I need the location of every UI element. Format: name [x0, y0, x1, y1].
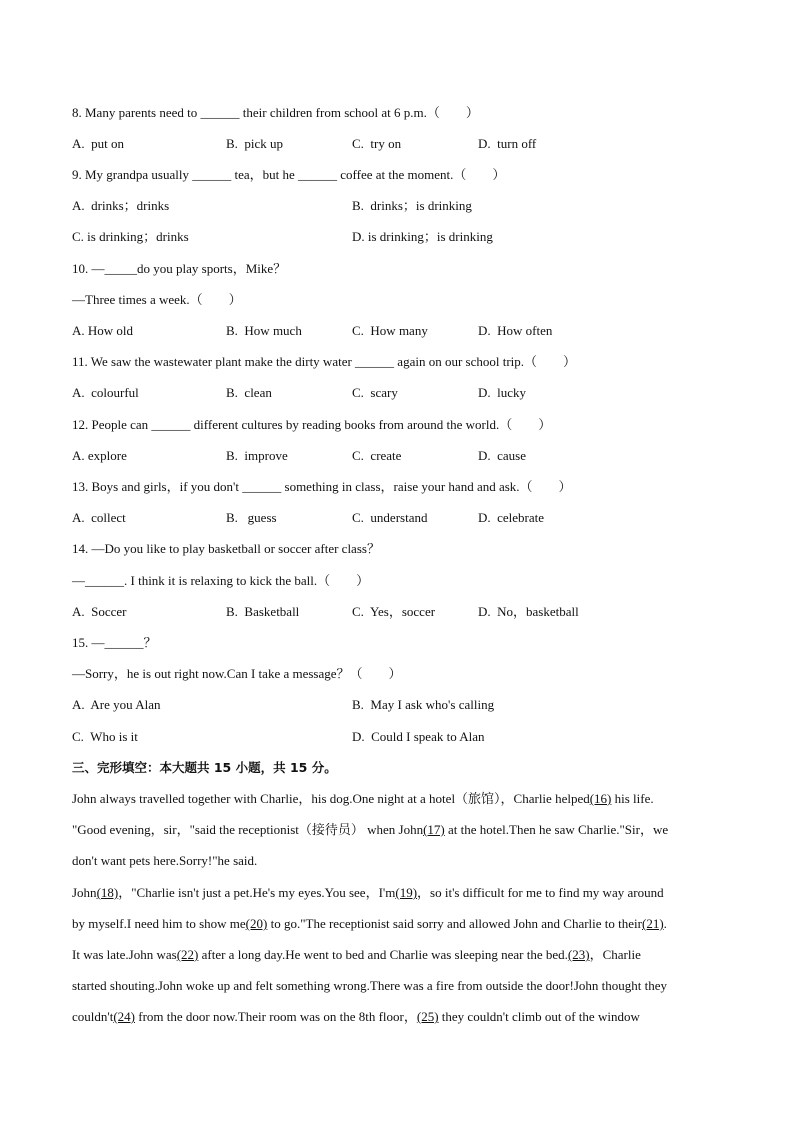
passage-text: his life. — [611, 791, 654, 806]
q11-option-a: A. colourful — [72, 385, 139, 400]
question-15-stem: 15. —______？ — [72, 635, 157, 650]
blank-17: (17) — [423, 822, 445, 837]
q10-option-c: C. How many — [352, 323, 428, 338]
passage-text: ，Charlie — [589, 947, 641, 962]
q10-option-d: D. How often — [478, 323, 553, 338]
passage-text: after a long day.He went to bed and Charlie was sleeping near the bed. — [198, 947, 568, 962]
q11-option-c: C. scary — [352, 385, 398, 400]
blank-24: (24) — [113, 1009, 136, 1024]
passage-line-6 — [72, 947, 641, 963]
q8-option-a: A. put on — [72, 136, 124, 151]
q12-option-a: A. explore — [72, 448, 127, 463]
passage-line-1 — [72, 791, 654, 807]
q13-option-b: B. guess — [226, 510, 277, 525]
q8-option-d: D. turn off — [478, 136, 537, 151]
passage-line-3: don't want pets here.Sorry!"he said. — [72, 853, 258, 868]
passage-text: John always travelled together with Charlie，his dog.One night at a hotel（旅馆），Charlie helped — [72, 791, 590, 806]
q12-option-b: B. improve — [226, 448, 288, 463]
q8-option-b: B. pick up — [226, 136, 284, 151]
blank-20: (20) — [245, 916, 268, 931]
q11-option-b: B. clean — [226, 385, 272, 400]
blank-22: (22) — [176, 947, 199, 962]
q12-option-d: D. cause — [478, 448, 527, 463]
passage-text: . — [663, 916, 667, 931]
q13-option-a: A. collect — [72, 510, 126, 525]
blank-21: (21) — [641, 916, 664, 931]
question-15-reply: —Sorry，he is out right now.Can I take a message？（ ） — [72, 666, 402, 681]
q10-option-b: B. How much — [226, 323, 302, 338]
q15-option-b: B. May I ask who's calling — [352, 697, 495, 712]
passage-text: "Good evening，sir，"said the receptionist（接待员） when John — [72, 822, 424, 837]
q12-option-c: C. create — [352, 448, 402, 463]
blank-16: (16) — [589, 791, 612, 806]
question-12-stem: 12. People can ______ different cultures by reading books from around the world.（ ） — [72, 417, 552, 432]
q9-option-a: A. drinks；drinks — [72, 198, 170, 213]
passage-text: to go."The receptionist said sorry and allowed John and Charlie to their — [267, 916, 642, 931]
question-14-reply: —______. I think it is relaxing to kick the ball.（ ） — [72, 573, 370, 588]
q9-option-c: C. is drinking；drinks — [72, 229, 189, 244]
passage-text: they couldn't climb out of the window — [438, 1009, 640, 1024]
blank-25: (25) — [416, 1009, 439, 1024]
question-10-reply: —Three times a week.（ ） — [72, 292, 242, 307]
q14-option-a: A. Soccer — [72, 604, 127, 619]
question-14-stem: 14. —Do you like to play basketball or soccer after class？ — [72, 541, 380, 556]
blank-19: (19) — [395, 885, 418, 900]
passage-text: ，so it's difficult for me to find my way around — [417, 885, 664, 900]
q14-option-b: B. Basketball — [226, 604, 300, 619]
q14-option-c: C. Yes，soccer — [352, 604, 436, 619]
passage-line-2 — [72, 822, 668, 838]
question-9-stem: 9. My grandpa usually ______ tea，but he ______ coffee at the moment.（ ） — [72, 167, 506, 182]
question-10-stem: 10. —_____do you play sports，Mike？ — [72, 261, 287, 276]
question-8-stem: 8. Many parents need to ______ their children from school at 6 p.m.（ ） — [72, 105, 479, 120]
passage-text: couldn't — [72, 1009, 114, 1024]
q11-option-d: D. lucky — [478, 385, 527, 400]
q9-option-d: D. is drinking；is drinking — [352, 229, 493, 244]
passage-text: at the hotel.Then he saw Charlie."Sir，we — [444, 822, 669, 837]
passage-line-4 — [72, 885, 664, 901]
passage-text: It was late.John was — [72, 947, 177, 962]
section-3-title: 三、完形填空：本大题共 15 小题，共 15 分。 — [72, 760, 337, 775]
q15-option-c: C. Who is it — [72, 729, 138, 744]
passage-text: ，"Charlie isn't just a pet.He's my eyes.You see，I'm — [118, 885, 396, 900]
passage-text: John — [72, 885, 97, 900]
q14-option-d: D. No，basketball — [478, 604, 579, 619]
passage-line-7: started shouting.John woke up and felt something wrong.There was a fire from outside the door!John thought they — [72, 978, 667, 993]
question-13-stem: 13. Boys and girls，if you don't ______ something in class，raise your hand and ask.（ ） — [72, 479, 572, 494]
q9-option-b: B. drinks；is drinking — [352, 198, 472, 213]
q15-option-d: D. Could I speak to Alan — [352, 729, 485, 744]
passage-text: from the door now.Their room was on the 8th floor， — [135, 1009, 417, 1024]
q10-option-a: A. How old — [72, 323, 134, 338]
q13-option-c: C. understand — [352, 510, 428, 525]
blank-18: (18) — [96, 885, 119, 900]
passage-text: by myself.I need him to show me — [72, 916, 246, 931]
q13-option-d: D. celebrate — [478, 510, 545, 525]
passage-line-8 — [72, 1009, 640, 1025]
passage-line-5 — [72, 916, 667, 932]
question-11-stem: 11. We saw the wastewater plant make the dirty water ______ again on our school trip.（ ） — [72, 354, 577, 369]
q8-option-c: C. try on — [352, 136, 402, 151]
blank-23: (23) — [567, 947, 590, 962]
q15-option-a: A. Are you Alan — [72, 697, 161, 712]
